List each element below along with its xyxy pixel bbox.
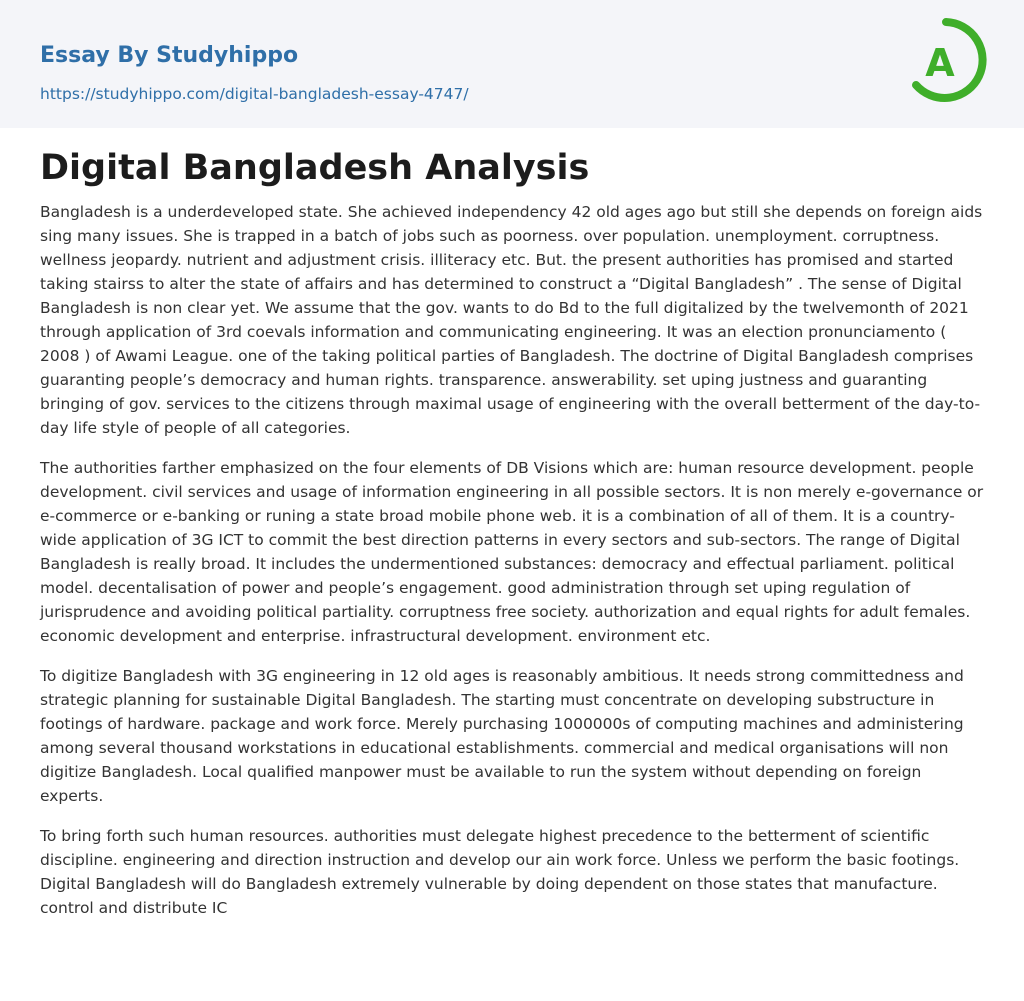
- logo-letter: A: [925, 41, 955, 85]
- studyhippo-logo-icon[interactable]: [904, 18, 988, 106]
- paragraph: To bring forth such human resources. authorities must delegate highest precedence to the betterment of scientific discipline. engineering and direction instruction and develop our ain work force. Unless we perform the basic footings. Digital Bangladesh will do Bangladesh extremely vulnerable by doing dependent on those states that manufacture. control and distribute IC: [40, 827, 960, 917]
- site-title[interactable]: Essay By Studyhippo: [40, 43, 299, 68]
- paragraph: Bangladesh is a underdeveloped state. She achieved independency 42 old ages ago but still she depends on foreign aids sing many issues. She is trapped in a batch of jobs such as poorness. over population. unemployment. corruptness. wellness jeopardy. nutrient and adjustment crisis. illiteracy etc. But. the present authorities has promised and started taking stairss to alter the state of affairs and has determined to construct a “Digital Bangladesh” . The sense of Digital Bangladesh is non clear yet. We assume that the gov. wants to do Bd to the full digitalized by the twelvemonth of 2021 through application of 3rd coevals information and communicating engineering. It was an election pronunciamento ( 2008 ) of Awami League. one of the taking political parties of Bangladesh. The doctrine of Digital Bangladesh comprises guaranting people’s democracy and human rights. transparence. answerability. set uping justness and guaranting bringing of gov. services to the citizens through maximal usage of engineering with the overall betterment of the day-to-day life style of people of all categories.: [40, 203, 983, 437]
- page-header: [0, 0, 1024, 128]
- paragraph: The authorities farther emphasized on the four elements of DB Visions which are: human resource development. people development. civil services and usage of information engineering in all possible sectors. It is non merely e-governance or e-commerce or e-banking or runing a state broad mobile phone web. it is a combination of all of them. It is a country-wide application of 3G ICT to commit the best direction patterns in every sectors and sub-sectors. The range of Digital Bangladesh is really broad. It includes the undermentioned substances: democracy and effectual parliament. political model. decentalisation of power and people’s engagement. good administration through set uping regulation of jurisprudence and avoiding political partiality. corruptness free society. authorization and equal rights for adult females. economic development and enterprise. infrastructural development. environment etc.: [40, 459, 984, 645]
- page-title: Digital Bangladesh Analysis: [40, 148, 590, 188]
- paragraph: To digitize Bangladesh with 3G engineering in 12 old ages is reasonably ambitious. It needs strong committedness and strategic planning for sustainable Digital Bangladesh. The starting must concentrate on developing substructure in footings of hardware. package and work force. Merely purchasing 1000000s of computing machines and administering among several thousand workstations in educational establishments. commercial and medical organisations will non digitize Bangladesh. Local qualified manpower must be available to run the system without depending on foreign experts.: [40, 667, 964, 805]
- essay-url-link[interactable]: https://studyhippo.com/digital-bangladesh-essay-4747/: [40, 85, 469, 103]
- article: [40, 140, 986, 936]
